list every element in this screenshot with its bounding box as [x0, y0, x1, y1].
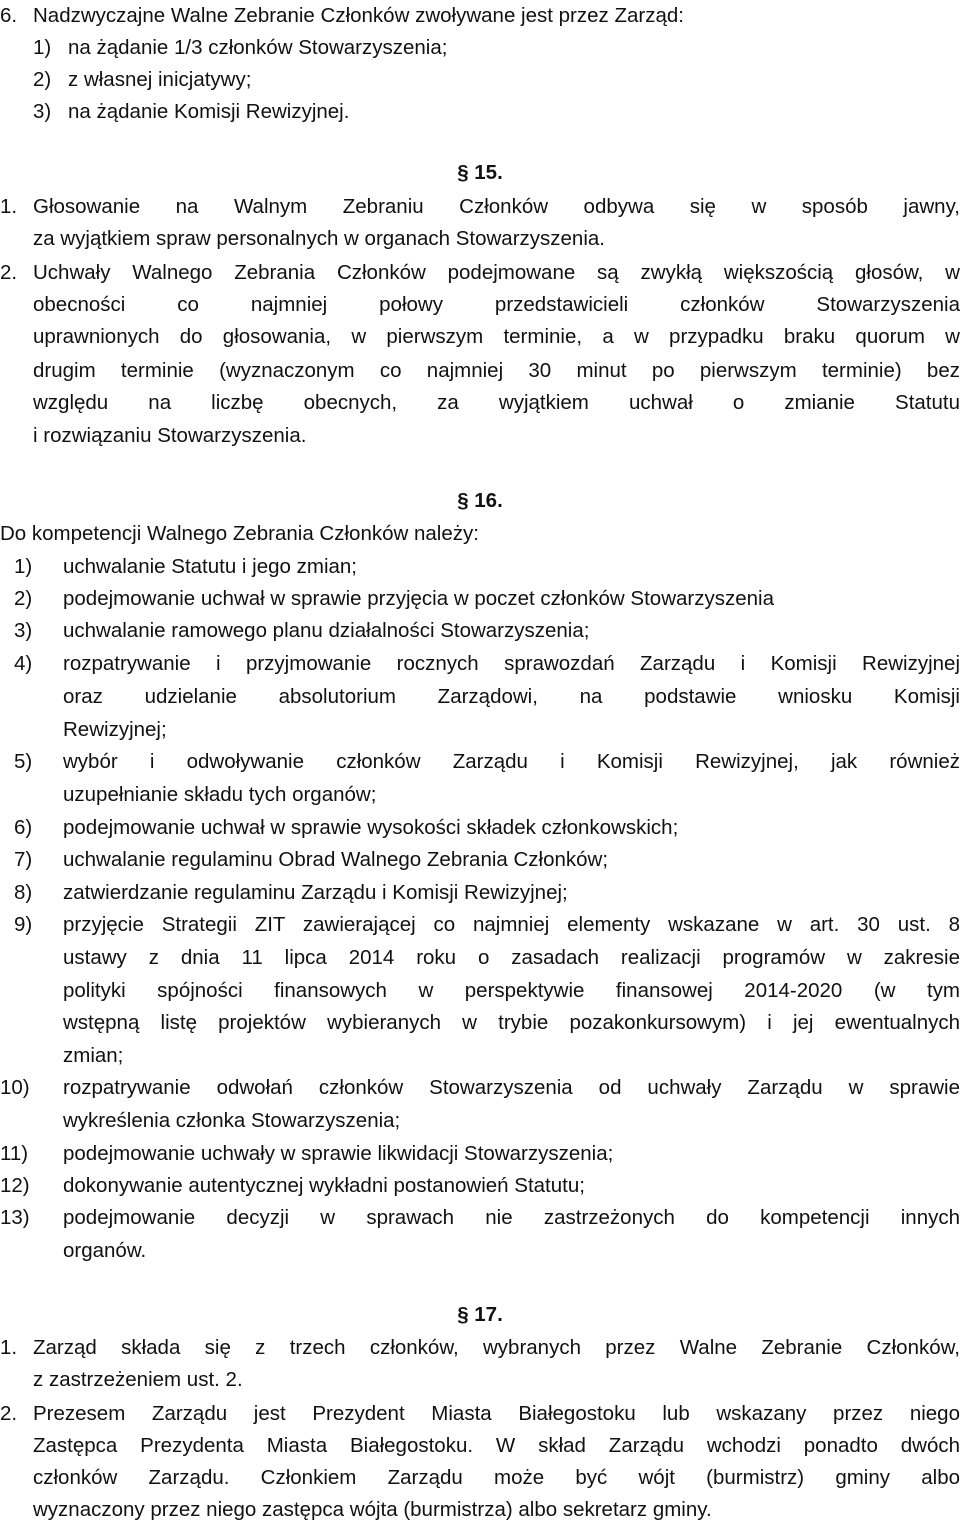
paragraph-line — [0, 1430, 960, 1462]
list-item-text: podejmowanie decyzji w sprawach nie zastrzeżonych do kompetencji innych — [63, 1206, 960, 1229]
list-item-text: dokonywanie autentycznej wykładni postanowień Statutu; — [63, 1174, 585, 1197]
section-heading-16: § 16. — [457, 489, 503, 512]
list-item-text: zatwierdzanie regulaminu Zarządu i Komisji Rewizyjnej; — [63, 881, 568, 904]
list-item-number: 13) — [0, 1206, 30, 1229]
paragraph-line-text: z zastrzeżeniem ust. 2. — [33, 1368, 243, 1391]
list-item-text: uchwalanie regulaminu Obrad Walnego Zebrania Członków; — [63, 848, 609, 871]
list-item-number: 7) — [14, 848, 33, 871]
paragraph-line — [0, 355, 960, 387]
list-item-line — [0, 1040, 960, 1072]
list-item-line-text: wstępną listę projektów wybieranych w trybie pozakonkursowym) i jej ewentualnych — [63, 1011, 960, 1034]
list-item — [0, 1170, 960, 1202]
paragraph-line — [0, 420, 960, 452]
list-item — [0, 648, 960, 680]
paragraph-line — [0, 321, 960, 353]
list-item-line-text: Rewizyjnej; — [63, 718, 167, 741]
list-item-line-text: organów. — [63, 1239, 147, 1262]
list-item-text: na żądanie 1/3 członków Stowarzyszenia; — [68, 36, 448, 59]
paragraph-line — [0, 387, 960, 419]
paragraph-line — [0, 289, 960, 321]
list-item — [0, 32, 960, 64]
paragraph-number: 1. — [0, 195, 18, 218]
paragraph-line-text: wyznaczony przez niego zastępca wójta (burmistrza) albo sekretarz gminy. — [33, 1498, 712, 1521]
list-item-number: 11) — [0, 1142, 29, 1165]
list-item-text: podejmowanie uchwał w sprawie przyjęcia w poczet członków Stowarzyszenia — [63, 587, 774, 610]
paragraph-line-text: obecności co najmniej połowy przedstawicieli członków Stowarzyszenia — [33, 293, 960, 316]
list-item-number: 2) — [14, 587, 33, 610]
list-item-text: uchwalanie Statutu i jego zmian; — [63, 555, 358, 578]
list-item-line-text: uzupełnianie składu tych organów; — [63, 783, 377, 806]
list-item-line — [0, 975, 960, 1007]
list-item — [0, 96, 960, 128]
list-item-text: podejmowanie uchwały w sprawie likwidacji Stowarzyszenia; — [63, 1142, 614, 1165]
paragraph-2 — [0, 257, 960, 289]
paragraph-line-text: uprawnionych do głosowania, w pierwszym terminie, a w przypadku braku quorum w — [33, 325, 960, 348]
list-item-line — [0, 681, 960, 713]
paragraph-line — [0, 1364, 960, 1396]
paragraph-line-text: i rozwiązaniu Stowarzyszenia. — [33, 424, 307, 447]
list-item-number: 12) — [0, 1174, 30, 1197]
list-item-line-text: wykreślenia członka Stowarzyszenia; — [63, 1109, 401, 1132]
paragraph-line-text: członków Zarządu. Członkiem Zarządu może być wójt (burmistrz) gminy albo — [33, 1466, 960, 1489]
section-heading-15: § 15. — [457, 161, 503, 184]
paragraph-line-text: Zastępca Prezydenta Miasta Białegostoku. W skład Zarządu wchodzi ponadto dwóch — [33, 1434, 960, 1457]
paragraph-line-text: drugim terminie (wyznaczonym co najmniej 30 minut po pierwszym terminie) bez — [33, 359, 960, 382]
paragraph-text: Nadzwyczajne Walne Zebranie Członków zwoływane jest przez Zarząd: — [33, 4, 684, 27]
list-item-number: 6) — [14, 816, 33, 839]
paragraph-number: 2. — [0, 1402, 18, 1425]
list-item — [0, 1072, 960, 1104]
list-item-line — [0, 1235, 960, 1267]
list-item — [0, 1138, 960, 1170]
list-item-line — [0, 714, 960, 746]
list-item-number: 8) — [14, 881, 33, 904]
paragraph-6 — [0, 0, 960, 32]
list-item-line — [0, 1105, 960, 1137]
list-item — [0, 909, 960, 941]
list-item-text: przyjęcie Strategii ZIT zawierającej co najmniej elementy wskazane w art. 30 ust. 8 — [63, 913, 960, 936]
list-item-line-text: oraz udzielanie absolutorium Zarządowi, na podstawie wniosku Komisji — [63, 685, 960, 708]
paragraph-line-text: względu na liczbę obecnych, za wyjątkiem uchwał o zmianie Statutu — [33, 391, 960, 414]
paragraph-line: Prezesem Zarządu jest Prezydent Miasta Białegostoku lub wskazany przez niego — [33, 1402, 960, 1425]
paragraph-line-text: za wyjątkiem spraw personalnych w organach Stowarzyszenia. — [33, 227, 605, 250]
list-item — [0, 746, 960, 778]
list-item-number: 5) — [14, 750, 33, 773]
list-item-text: uchwalanie ramowego planu działalności Stowarzyszenia; — [63, 619, 590, 642]
paragraph-number: 1. — [0, 1336, 18, 1359]
list-item-number: 1) — [33, 36, 52, 59]
paragraph-line — [0, 1462, 960, 1494]
list-item-line — [0, 942, 960, 974]
list-item-line-text: zmian; — [63, 1044, 124, 1067]
paragraph-line — [0, 1494, 960, 1526]
list-item-text: z własnej inicjatywy; — [68, 68, 252, 91]
paragraph-line: Uchwały Walnego Zebrania Członków podejmowane są zwykłą większością głosów, w — [33, 261, 960, 284]
paragraph-1 — [0, 191, 960, 223]
section-heading-17: § 17. — [457, 1303, 503, 1326]
list-item — [0, 615, 960, 647]
section-lead — [0, 518, 960, 550]
list-item-text: wybór i odwoływanie członków Zarządu i Komisji Rewizyjnej, jak również — [63, 750, 960, 773]
list-item-line-text: ustawy z dnia 11 lipca 2014 roku o zasadach realizacji programów w zakresie — [63, 946, 960, 969]
section-lead-text: Do kompetencji Walnego Zebrania Członków należy: — [0, 522, 479, 545]
list-item-text: podejmowanie uchwał w sprawie wysokości składek członkowskich; — [63, 816, 679, 839]
list-item-line — [0, 779, 960, 811]
list-item-number: 10) — [0, 1076, 30, 1099]
list-item-number: 3) — [33, 100, 52, 123]
paragraph-line: Zarząd składa się z trzech członków, wybranych przez Walne Zebranie Członków, — [33, 1336, 960, 1359]
list-item — [0, 551, 960, 583]
list-item — [0, 1202, 960, 1234]
list-item-number: 4) — [14, 652, 33, 675]
list-item — [0, 877, 960, 909]
list-item-text: na żądanie Komisji Rewizyjnej. — [68, 100, 350, 123]
list-item-number: 2) — [33, 68, 52, 91]
paragraph-2 — [0, 1398, 960, 1430]
list-item — [0, 583, 960, 615]
paragraph-line: Głosowanie na Walnym Zebraniu Członków odbywa się w sposób jawny, — [33, 195, 960, 218]
list-item-text: rozpatrywanie odwołań członków Stowarzyszenia od uchwały Zarządu w sprawie — [63, 1076, 960, 1099]
paragraph-number: 2. — [0, 261, 18, 284]
list-item-number: 9) — [14, 913, 33, 936]
list-item-number: 3) — [14, 619, 33, 642]
paragraph-line — [0, 223, 960, 255]
list-item — [0, 844, 960, 876]
list-item — [0, 64, 960, 96]
list-item-number: 1) — [14, 555, 33, 578]
list-item — [0, 812, 960, 844]
paragraph-number: 6. — [0, 4, 18, 27]
list-item-line-text: polityki spójności finansowych w perspektywie finansowej 2014-2020 (w tym — [63, 979, 960, 1002]
paragraph-1 — [0, 1332, 960, 1364]
list-item-line — [0, 1007, 960, 1039]
list-item-text: rozpatrywanie i przyjmowanie rocznych sprawozdań Zarządu i Komisji Rewizyjnej — [63, 652, 960, 675]
